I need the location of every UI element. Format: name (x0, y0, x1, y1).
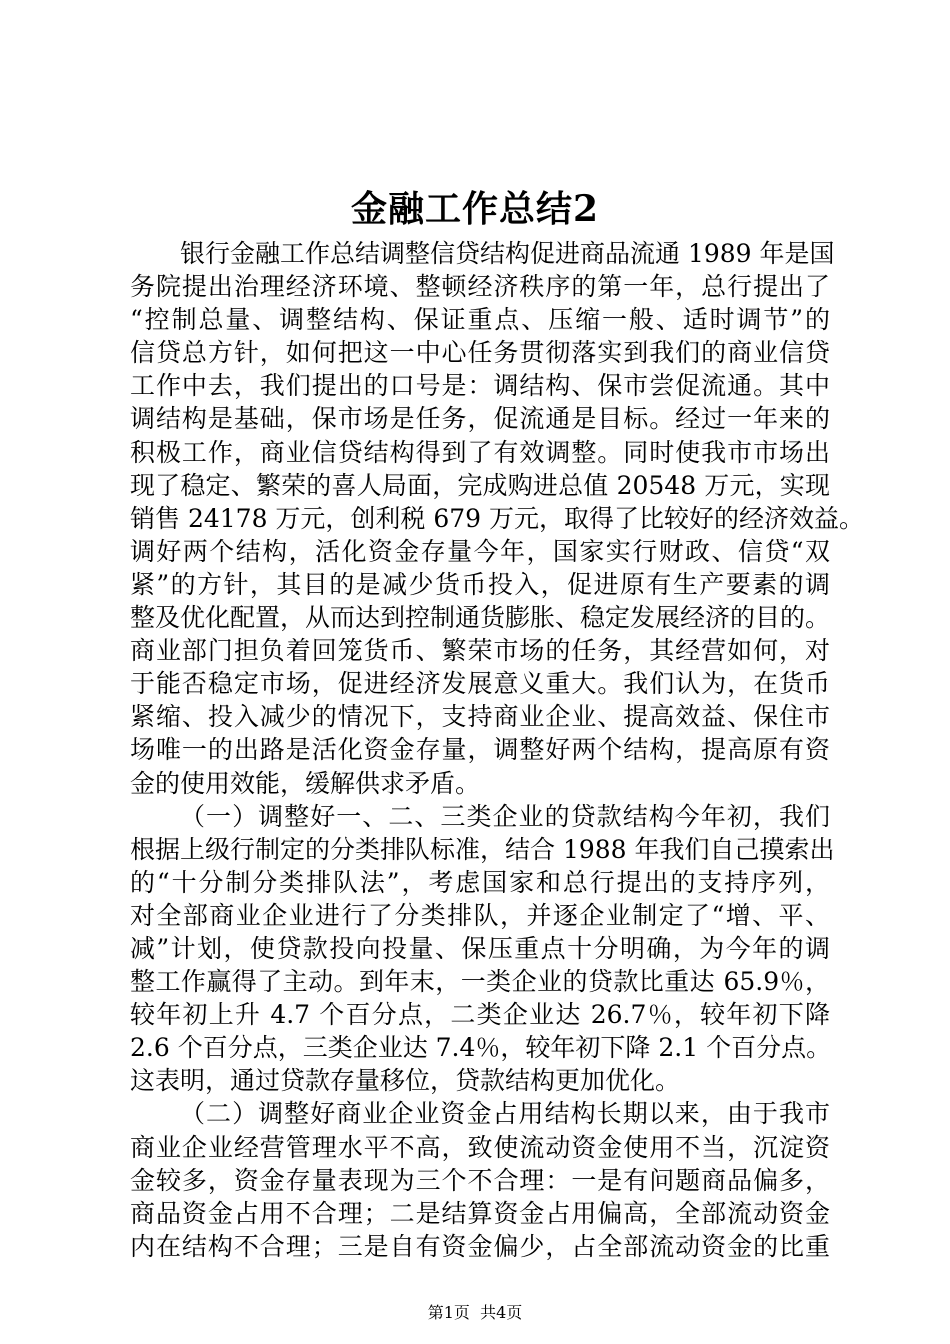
paragraph-1-line-9: 销售 24178 万元，创利税 679 万元，取得了比较好的经济效益。 (130, 503, 865, 533)
paragraph-2-line-3: 的“十分制分类排队法”，考虑国家和总行提出的支持序列， (130, 867, 830, 897)
paragraph-1-line-16: 场唯一的出路是活化资金存量，调整好两个结构，提高原有资 (130, 735, 830, 765)
paragraph-1-line-7: 积极工作，商业信贷结构得到了有效调整。同时使我市市场出 (130, 437, 830, 467)
paragraph-2-line-5: 减”计划，使贷款投向投量、保压重点十分明确，为今年的调 (130, 933, 830, 963)
page-number-info: 第1页 共4页 (427, 1303, 523, 1322)
paragraph-3-line-3: 金较多，资金存量表现为三个不合理：一是有问题商品偏多， (130, 1165, 830, 1195)
paragraph-3-line-1: （二）调整好商业企业资金占用结构长期以来，由于我市 (180, 1099, 830, 1129)
paragraph-1-line-1: 银行金融工作总结调整信贷结构促进商品流通 1989 年是国 (180, 239, 835, 268)
paragraph-1-line-13: 商业部门担负着回笼货币、繁荣市场的任务，其经营如何，对 (130, 636, 830, 666)
paragraph-2-line-9: 这表明，通过贷款存量移位，贷款结构更加优化。 (130, 1066, 681, 1096)
paragraph-1-line-2: 务院提出治理经济环境、整顿经济秩序的第一年，总行提出了 (130, 272, 830, 302)
document-title: 金融工作总结2 (350, 188, 600, 230)
paragraph-2-line-8: 2.6 个百分点，三类企业达 7.4％，较年初下降 2.1 个百分点。 (130, 1033, 832, 1063)
page-footer (0, 1301, 950, 1325)
paragraph-3-line-2: 商业企业经营管理水平不高，致使流动资金使用不当，沉淀资 (130, 1132, 830, 1162)
paragraph-1-line-3: “控制总量、调整结构、保证重点、压缩一般、适时调节”的 (130, 305, 830, 335)
paragraph-2-line-2: 根据上级行制定的分类排队标准，结合 1988 年我们自己摸索出 (130, 834, 835, 864)
paragraph-2-line-7: 较年初上升 4.7 个百分点，二类企业达 26.7％，较年初下降 (130, 1000, 830, 1030)
paragraph-1-line-4: 信贷总方针，如何把这一中心任务贯彻落实到我们的商业信贷 (130, 338, 830, 368)
paragraph-1-line-11: 紧”的方针，其目的是减少货币投入，促进原有生产要素的调 (130, 569, 830, 599)
paragraph-1-line-15: 紧缩、投入减少的情况下，支持商业企业、提高效益、保住市 (130, 702, 830, 732)
paragraph-1-line-14: 于能否稳定市场，促进经济发展意义重大。我们认为，在货币 (130, 669, 830, 699)
paragraph-1-line-10: 调好两个结构，活化资金存量今年，国家实行财政、信贷“双 (130, 536, 830, 566)
paragraph-2-line-4: 对全部商业企业进行了分类排队，并逐企业制定了“增、平、 (130, 900, 830, 930)
paragraph-3-line-4: 商品资金占用不合理；二是结算资金占用偏高，全部流动资金 (130, 1198, 830, 1228)
paragraph-3-line-5: 内在结构不合理；三是自有资金偏少，占全部流动资金的比重 (130, 1231, 830, 1261)
paragraph-1-line-6: 调结构是基础，保市场是任务，促流通是目标。经过一年来的 (130, 404, 830, 434)
paragraph-2-line-6: 整工作赢得了主动。到年末，一类企业的贷款比重达 65.9％， (130, 967, 830, 997)
paragraph-1-line-5: 工作中去，我们提出的口号是：调结构、保市尝促流通。其中 (130, 371, 830, 401)
paragraph-2-line-1: （一）调整好一、二、三类企业的贷款结构今年初，我们 (180, 801, 830, 831)
paragraph-1-line-12: 整及优化配置，从而达到控制通货膨胀、稳定发展经济的目的。 (130, 603, 831, 633)
paragraph-1-line-8: 现了稳定、繁荣的喜人局面，完成购进总值 20548 万元，实现 (130, 470, 830, 500)
document-body (130, 237, 865, 1263)
paragraph-1-line-17: 金的使用效能，缓解供求矛盾。 (130, 768, 481, 798)
